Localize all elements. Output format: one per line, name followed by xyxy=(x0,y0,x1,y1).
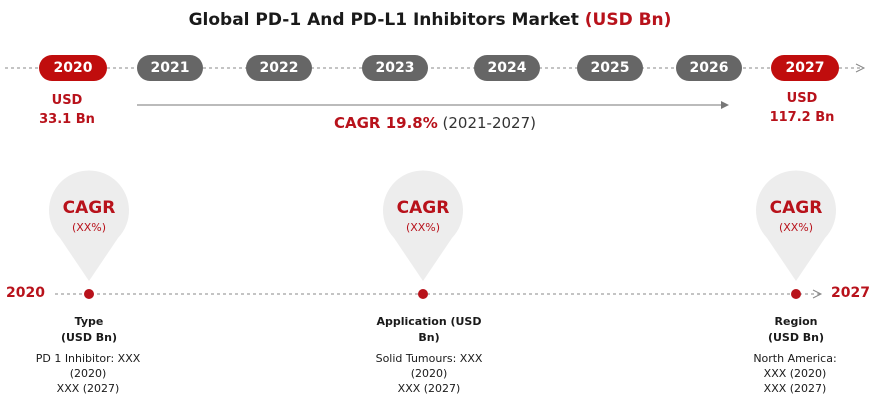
segment-desc-line2: (2020) xyxy=(410,367,448,380)
bottom-start-year: 2020 xyxy=(6,285,45,301)
year-pill-2021: 2021 xyxy=(137,55,203,81)
segment-title-line1: Region xyxy=(774,315,818,328)
marker-cagr-label: CAGR xyxy=(62,198,116,218)
segment-title-line2: Bn) xyxy=(418,331,440,344)
segment-title-line1: Type xyxy=(74,315,104,328)
segment-desc-application xyxy=(354,351,504,396)
year-pill-2020: 2020 xyxy=(39,55,107,81)
segment-desc-line1: Solid Tumours: XXX xyxy=(375,352,483,365)
cagr-period: (2021-2027) xyxy=(442,114,536,132)
end-value-line2: 117.2 Bn xyxy=(769,110,835,125)
cagr-marker-application xyxy=(383,173,463,288)
segment-title-type xyxy=(24,314,154,346)
year-pill-2027: 2027 xyxy=(771,55,839,81)
title-main: Global PD-1 And PD-L1 Inhibitors Market xyxy=(188,10,579,30)
cagr-marker-type xyxy=(49,173,129,288)
segment-desc-line1: North America: xyxy=(753,352,837,365)
segment-desc-line2: XXX (2020) xyxy=(763,367,827,380)
year-pill-2022: 2022 xyxy=(246,55,312,81)
year-pill-2023: 2023 xyxy=(362,55,428,81)
year-pill-2026: 2026 xyxy=(676,55,742,81)
start-value-line1: USD xyxy=(51,93,83,108)
segment-desc-type xyxy=(13,351,163,396)
segment-desc-line3: XXX (2027) xyxy=(397,382,461,395)
year-pill-2024: 2024 xyxy=(474,55,540,81)
year-pill-2025: 2025 xyxy=(577,55,643,81)
segment-desc-line3: XXX (2027) xyxy=(763,382,827,395)
segment-title-line2: (USD Bn) xyxy=(60,331,118,344)
timeline-dot-1 xyxy=(84,289,94,299)
segment-title-line1: Application (USD xyxy=(376,315,482,328)
cagr-summary xyxy=(240,114,630,132)
segment-desc-line2: (2020) xyxy=(69,367,107,380)
marker-cagr-value: (XX%) xyxy=(778,221,814,234)
start-value xyxy=(27,91,107,129)
start-value-line2: 33.1 Bn xyxy=(39,112,95,127)
marker-cagr-value: (XX%) xyxy=(71,221,107,234)
segment-desc-line3: XXX (2027) xyxy=(56,382,120,395)
end-value xyxy=(762,89,842,127)
title-unit: (USD Bn) xyxy=(584,10,672,30)
marker-cagr-label: CAGR xyxy=(396,198,450,218)
cagr-value: CAGR 19.8% xyxy=(334,114,438,132)
cagr-arrowhead xyxy=(721,101,729,109)
cagr-marker-region xyxy=(756,173,836,288)
segment-desc-region xyxy=(720,351,870,396)
marker-cagr-value: (XX%) xyxy=(405,221,441,234)
end-value-line1: USD xyxy=(786,91,818,106)
segment-title-application xyxy=(364,314,494,346)
segment-title-region xyxy=(731,314,861,346)
segment-desc-line1: PD 1 Inhibitor: XXX xyxy=(35,352,141,365)
timeline-dot-3 xyxy=(791,289,801,299)
bottom-end-year: 2027 xyxy=(831,285,870,301)
segment-title-line2: (USD Bn) xyxy=(767,331,825,344)
timeline-dot-2 xyxy=(418,289,428,299)
marker-cagr-label: CAGR xyxy=(769,198,823,218)
